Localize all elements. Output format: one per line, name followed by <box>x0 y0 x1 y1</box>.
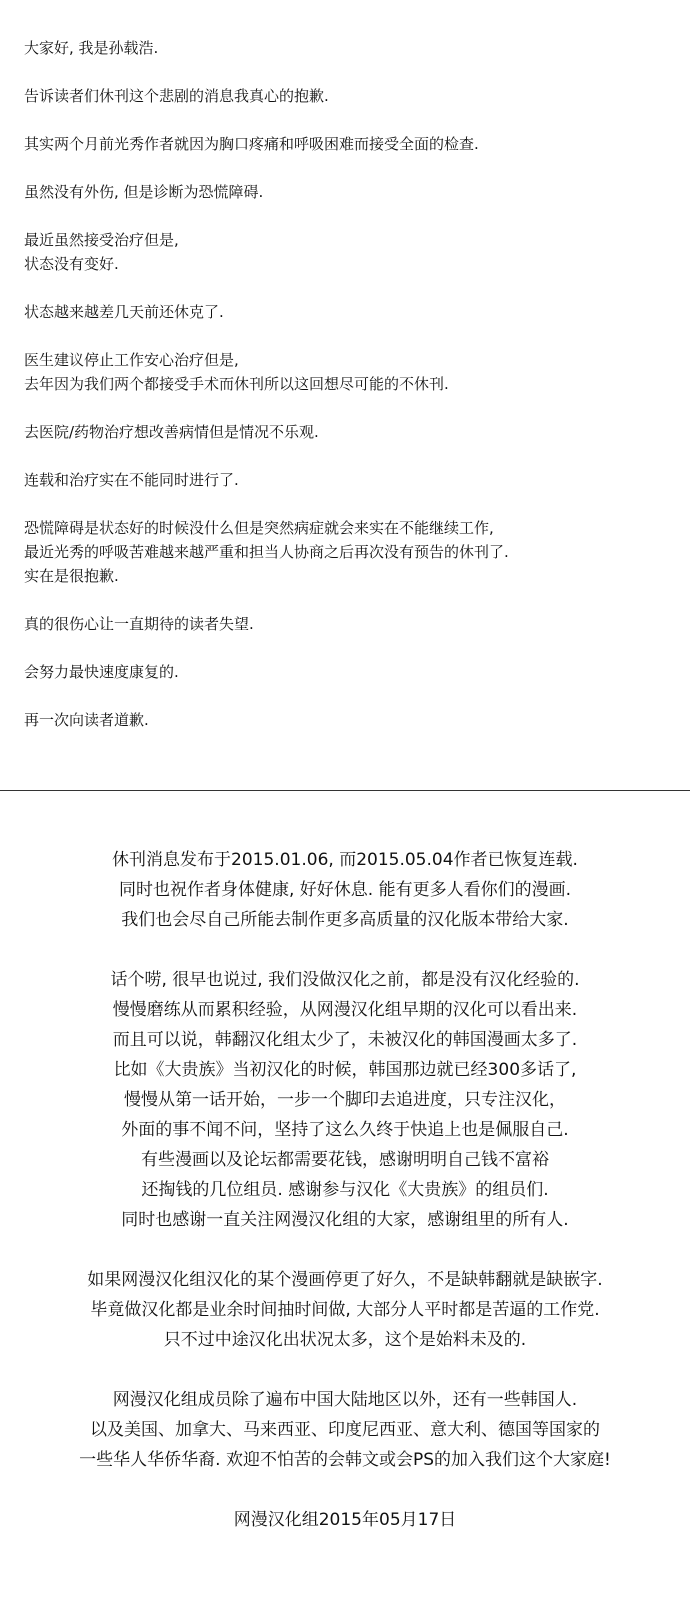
translator-line: 如果网漫汉化组汉化的某个漫画停更了好久，不是缺韩翻就是缺嵌字. <box>87 1270 603 1290</box>
translator-note <box>0 845 690 1565</box>
notice-paragraph <box>24 228 664 276</box>
notice-paragraph <box>24 300 664 324</box>
translator-line: 慢慢从第一话开始，一步一个脚印去追进度，只专注汉化， <box>124 1090 566 1110</box>
translator-line: 网漫汉化组成员除了遍布中国大陆地区以外，还有一些韩国人. <box>112 1390 578 1410</box>
notice-line: 恐慌障碍是状态好的时候没什么但是突然病症就会来实在不能继续工作, <box>24 519 494 537</box>
notice-line: 虽然没有外伤, 但是诊断为恐慌障碍. <box>24 183 264 201</box>
notice-line: 状态越来越差几天前还休克了. <box>24 303 224 321</box>
notice-line: 状态没有变好. <box>24 255 119 273</box>
notice-paragraph <box>24 660 664 684</box>
notice-paragraph <box>24 516 664 588</box>
translator-line: 比如《大贵族》当初汉化的时候，韩国那边就已经300多话了, <box>113 1060 577 1080</box>
translator-line: 外面的事不闻不问，坚持了这么久终于快追上也是佩服自己. <box>121 1120 569 1140</box>
author-notice <box>24 36 664 756</box>
translator-line: 有些漫画以及论坛都需要花钱，感谢明明自己钱不富裕 <box>141 1150 549 1170</box>
translator-paragraph <box>0 845 690 935</box>
notice-line: 医生建议停止工作安心治疗但是, <box>24 351 239 369</box>
notice-line: 告诉读者们休刊这个悲剧的消息我真心的抱歉. <box>24 87 329 105</box>
translator-line: 而且可以说，韩翻汉化组太少了，未被汉化的韩国漫画太多了. <box>112 1030 578 1050</box>
notice-line: 其实两个月前光秀作者就因为胸口疼痛和呼吸困难而接受全面的检查. <box>24 135 479 153</box>
notice-line: 大家好, 我是孙载浩. <box>24 39 159 57</box>
translator-paragraph <box>0 1385 690 1475</box>
notice-paragraph <box>24 420 664 444</box>
translator-line: 我们也会尽自己所能去制作更多高质量的汉化版本带给大家. <box>121 910 569 930</box>
translator-line: 以及美国、加拿大、马来西亚、印度尼西亚、意大利、德国等国家的 <box>90 1420 600 1440</box>
translator-paragraph <box>0 965 690 1235</box>
notice-line: 实在是很抱歉. <box>24 567 119 585</box>
translator-line: 同时也感谢一直关注网漫汉化组的大家，感谢组里的所有人. <box>121 1210 569 1230</box>
translator-line: 慢慢磨练从而累积经验，从网漫汉化组早期的汉化可以看出来. <box>112 1000 578 1020</box>
notice-line: 再一次向读者道歉. <box>24 711 149 729</box>
notice-paragraph <box>24 180 664 204</box>
notice-line: 去年因为我们两个都接受手术而休刊所以这回想尽可能的不休刊. <box>24 375 449 393</box>
translator-line: 还掏钱的几位组员. 感谢参与汉化《大贵族》的组员们. <box>141 1180 549 1200</box>
notice-line: 真的很伤心让一直期待的读者失望. <box>24 615 254 633</box>
notice-line: 最近光秀的呼吸苦难越来越严重和担当人协商之后再次没有预告的休刊了. <box>24 543 509 561</box>
translator-line: 同时也祝作者身体健康, 好好休息. 能有更多人看你们的漫画. <box>118 880 572 900</box>
notice-line: 最近虽然接受治疗但是, <box>24 231 179 249</box>
notice-line: 连载和治疗实在不能同时进行了. <box>24 471 239 489</box>
notice-paragraph <box>24 36 664 60</box>
notice-paragraph <box>24 132 664 156</box>
translator-line: 毕竟做汉化都是业余时间抽时间做, 大部分人平时都是苦逼的工作党. <box>90 1300 600 1320</box>
notice-line: 去医院/药物治疗想改善病情但是情况不乐观. <box>24 423 319 441</box>
notice-paragraph <box>24 84 664 108</box>
translator-line: 只不过中途汉化出状况太多，这个是始料未及的. <box>163 1330 527 1350</box>
translator-line: 一些华人华侨华裔. 欢迎不怕苦的会韩文或会PS的加入我们这个大家庭! <box>79 1450 611 1470</box>
notice-paragraph <box>24 612 664 636</box>
translator-line: 休刊消息发布于2015.01.06, 而2015.05.04作者已恢复连载. <box>112 850 578 870</box>
translator-paragraph <box>0 1265 690 1355</box>
notice-paragraph <box>24 468 664 492</box>
notice-paragraph <box>24 348 664 396</box>
notice-paragraph <box>24 708 664 732</box>
translator-signature <box>0 1505 690 1535</box>
signature-line: 网漫汉化组2015年05月17日 <box>233 1510 457 1530</box>
translator-line: 话个唠, 很早也说过, 我们没做汉化之前，都是没有汉化经验的. <box>110 970 580 990</box>
section-divider <box>0 790 690 791</box>
notice-line: 会努力最快速度康复的. <box>24 663 179 681</box>
